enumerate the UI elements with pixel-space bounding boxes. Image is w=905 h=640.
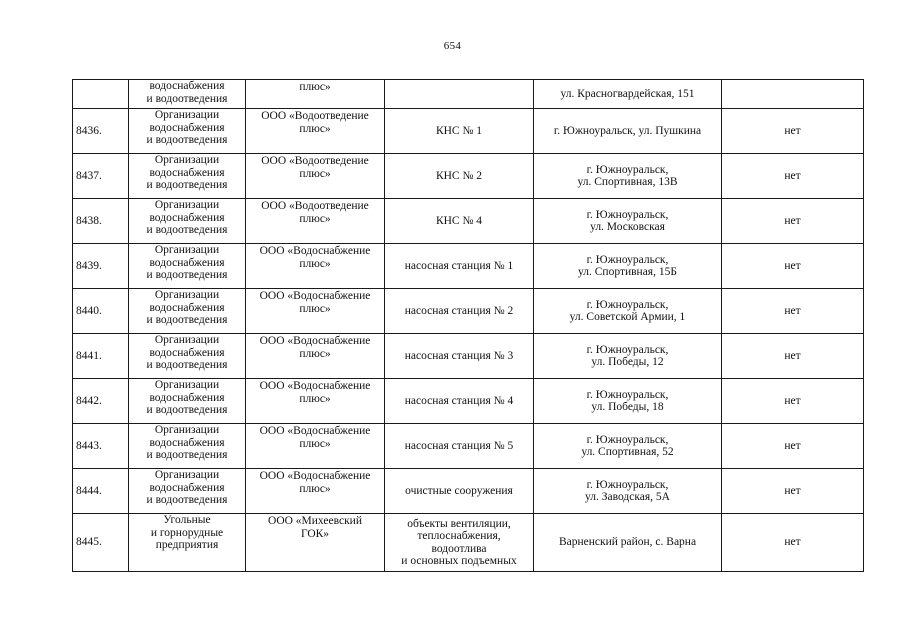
cell-organization-type xyxy=(129,199,246,244)
cell-object-line: насосная станция № 1 xyxy=(404,259,514,272)
cell-organization-type-line: Организации xyxy=(154,154,220,166)
cell-organization-type-line: Организации xyxy=(154,334,220,346)
cell-address-line: г. Южноуральск, xyxy=(586,343,669,356)
cell-address-line: г. Южноуральск, xyxy=(586,388,669,401)
cell-organization-type-line: и водоотведения xyxy=(146,179,228,191)
cell-number: 8441. xyxy=(73,334,129,379)
cell-flag: нет xyxy=(722,424,864,469)
cell-organization-type-line: и горнорудные xyxy=(150,526,224,539)
cell-address-line: ул. Советской Армии, 1 xyxy=(569,311,686,323)
cell-flag: нет xyxy=(722,334,864,379)
cell-organization-type-line: Организации xyxy=(154,199,220,211)
cell-company-line: плюс» xyxy=(299,482,331,495)
cell-company-line: плюс» xyxy=(299,347,331,360)
cell-address-line: ул. Спортивная, 52 xyxy=(581,446,674,458)
cell-address xyxy=(534,289,722,334)
cell-organization-type-line: Организации xyxy=(154,289,220,301)
cell-organization-type xyxy=(129,469,246,514)
cell-organization-type-line: и водоотведения xyxy=(146,134,228,146)
cell-organization-type-line: и водоотведения xyxy=(146,224,228,236)
cell-address-line: г. Южноуральск, xyxy=(586,478,669,491)
cell-company-line: ГОК» xyxy=(300,527,330,540)
cell-organization-type-line: водоснабжения xyxy=(149,346,225,359)
cell-flag: нет xyxy=(722,154,864,199)
cell-object-line: теплоснабжения, xyxy=(417,530,501,542)
cell-address-line: ул. Красногвардейская, 151 xyxy=(560,87,695,100)
cell-object xyxy=(385,199,534,244)
cell-organization-type-line: и водоотведения xyxy=(146,494,228,506)
cell-organization-type-line: водоснабжения xyxy=(149,121,225,134)
cell-object-line: насосная станция № 4 xyxy=(404,394,514,407)
cell-number: 8440. xyxy=(73,289,129,334)
cell-organization-type-line: и водоотведения xyxy=(146,92,228,105)
cell-address xyxy=(534,244,722,289)
table-row xyxy=(73,334,864,379)
cell-organization-type-line: водоснабжения xyxy=(149,481,225,494)
cell-object xyxy=(385,514,534,572)
cell-organization-type xyxy=(129,109,246,154)
cell-company-line: плюс» xyxy=(299,167,331,180)
cell-company-line: плюс» xyxy=(299,212,331,225)
cell-company-line: ООО «Водоснабжение xyxy=(259,470,371,482)
cell-flag: нет xyxy=(722,469,864,514)
cell-company-line: плюс» xyxy=(299,392,331,405)
cell-flag: нет xyxy=(722,514,864,572)
cell-address-line: ул. Спортивная, 13В xyxy=(577,176,678,188)
cell-company-line: ООО «Водоснабжение xyxy=(259,335,371,347)
cell-flag: нет xyxy=(722,244,864,289)
cell-object-line: водоотлива xyxy=(431,542,487,555)
cell-organization-type-line: Угольные xyxy=(163,514,211,526)
cell-address-line: г. Южноуральск, xyxy=(586,253,669,266)
table-row xyxy=(73,469,864,514)
page-number: 654 xyxy=(443,40,462,52)
cell-organization-type xyxy=(129,334,246,379)
table-row xyxy=(73,80,864,109)
cell-flag: нет xyxy=(722,199,864,244)
cell-address-line: ул. Победы, 18 xyxy=(591,401,664,413)
cell-company-line: плюс» xyxy=(299,81,331,93)
cell-object xyxy=(385,379,534,424)
table-row xyxy=(73,514,864,572)
cell-company-line: ООО «Водоснабжение xyxy=(259,290,371,302)
cell-company xyxy=(246,469,385,514)
cell-organization-type-line: и водоотведения xyxy=(146,359,228,371)
cell-address-line: г. Южноуральск, xyxy=(586,208,669,221)
cell-object xyxy=(385,109,534,154)
table-row xyxy=(73,199,864,244)
cell-address xyxy=(534,469,722,514)
cell-address xyxy=(534,199,722,244)
cell-flag: нет xyxy=(722,379,864,424)
cell-address-line: ул. Заводская, 5А xyxy=(585,491,670,503)
cell-company xyxy=(246,109,385,154)
cell-company-line: плюс» xyxy=(299,257,331,270)
cell-company xyxy=(246,199,385,244)
cell-address-line: г. Южноуральск, xyxy=(586,163,669,176)
cell-organization-type-line: Организации xyxy=(154,379,220,391)
cell-object xyxy=(385,80,534,109)
cell-organization-type xyxy=(129,514,246,572)
cell-object-line: и основных подъемных xyxy=(401,555,517,567)
cell-organization-type-line: Организации xyxy=(154,244,220,256)
cell-number: 8436. xyxy=(73,109,129,154)
cell-object xyxy=(385,334,534,379)
cell-address-line: г. Южноуральск, ул. Пушкина xyxy=(553,124,702,137)
cell-address-line: г. Южноуральск, xyxy=(586,298,669,311)
cell-object-line: насосная станция № 5 xyxy=(404,439,514,452)
registry-table xyxy=(72,79,864,572)
cell-organization-type-line: предприятия xyxy=(155,539,219,551)
cell-object-line: объекты вентиляции, xyxy=(407,517,511,530)
cell-object-line: КНС № 1 xyxy=(435,124,483,137)
cell-company xyxy=(246,334,385,379)
cell-object-line: насосная станция № 3 xyxy=(404,349,514,362)
cell-number: 8442. xyxy=(73,379,129,424)
cell-address-line: г. Южноуральск, xyxy=(586,433,669,446)
cell-organization-type-line: водоснабжения xyxy=(149,301,225,314)
cell-organization-type-line: и водоотведения xyxy=(146,269,228,281)
table-row xyxy=(73,379,864,424)
cell-flag xyxy=(722,80,864,109)
cell-address xyxy=(534,334,722,379)
cell-organization-type xyxy=(129,244,246,289)
cell-object-line: КНС № 2 xyxy=(435,169,483,182)
cell-organization-type-line: и водоотведения xyxy=(146,314,228,326)
cell-company xyxy=(246,154,385,199)
cell-organization-type xyxy=(129,379,246,424)
cell-flag: нет xyxy=(722,109,864,154)
cell-company-line: ООО «Водоотведение xyxy=(261,200,369,212)
cell-organization-type-line: водоснабжения xyxy=(149,436,225,449)
cell-address xyxy=(534,514,722,572)
cell-organization-type xyxy=(129,289,246,334)
cell-company xyxy=(246,289,385,334)
cell-company-line: ООО «Водоснабжение xyxy=(259,380,371,392)
cell-address-line: ул. Московская xyxy=(590,221,665,233)
cell-number: 8439. xyxy=(73,244,129,289)
cell-organization-type xyxy=(129,424,246,469)
cell-company xyxy=(246,424,385,469)
cell-object-line: КНС № 4 xyxy=(435,214,483,227)
cell-company xyxy=(246,80,385,109)
cell-organization-type-line: водоснабжения xyxy=(149,391,225,404)
cell-company-line: ООО «Водоотведение xyxy=(261,155,369,167)
cell-address-line: ул. Спортивная, 15Б xyxy=(578,266,677,278)
cell-company xyxy=(246,514,385,572)
table-row xyxy=(73,244,864,289)
cell-company-line: ООО «Михеевский xyxy=(268,515,362,527)
cell-object xyxy=(385,244,534,289)
cell-number xyxy=(73,80,129,109)
table-body xyxy=(73,80,864,572)
cell-company-line: плюс» xyxy=(299,302,331,315)
cell-organization-type-line: и водоотведения xyxy=(146,449,228,461)
cell-organization-type-line: водоснабжения xyxy=(149,256,225,269)
table-row xyxy=(73,289,864,334)
cell-object-line: насосная станция № 2 xyxy=(404,304,514,317)
cell-object-line: очистные сооружения xyxy=(405,484,513,497)
cell-address xyxy=(534,424,722,469)
cell-organization-type-line: Организации xyxy=(154,109,220,121)
cell-address xyxy=(534,154,722,199)
cell-address-line: ул. Победы, 12 xyxy=(591,356,664,368)
cell-company-line: ООО «Водоснабжение xyxy=(259,425,371,437)
cell-number: 8443. xyxy=(73,424,129,469)
cell-organization-type-line: Организации xyxy=(154,469,220,481)
cell-address xyxy=(534,379,722,424)
cell-number: 8438. xyxy=(73,199,129,244)
cell-number: 8437. xyxy=(73,154,129,199)
cell-object xyxy=(385,424,534,469)
cell-company xyxy=(246,244,385,289)
cell-company xyxy=(246,379,385,424)
cell-number: 8445. xyxy=(73,514,129,572)
cell-address xyxy=(534,109,722,154)
cell-address-line: Варненский район, с. Варна xyxy=(558,536,697,549)
cell-flag: нет xyxy=(722,289,864,334)
cell-company-line: плюс» xyxy=(299,437,331,450)
cell-company-line: плюс» xyxy=(299,122,331,135)
cell-company-line: ООО «Водоснабжение xyxy=(259,245,371,257)
cell-organization-type-line: Организации xyxy=(154,424,220,436)
cell-organization-type-line: водоснабжения xyxy=(149,211,225,224)
table-row xyxy=(73,109,864,154)
cell-organization-type-line: водоснабжения xyxy=(149,80,225,92)
cell-organization-type-line: и водоотведения xyxy=(146,404,228,416)
cell-organization-type-line: водоснабжения xyxy=(149,166,225,179)
cell-object xyxy=(385,289,534,334)
cell-organization-type xyxy=(129,154,246,199)
table-row xyxy=(73,154,864,199)
cell-object xyxy=(385,469,534,514)
cell-number: 8444. xyxy=(73,469,129,514)
cell-address xyxy=(534,80,722,109)
cell-organization-type xyxy=(129,80,246,109)
table-row xyxy=(73,424,864,469)
cell-object xyxy=(385,154,534,199)
cell-company-line: ООО «Водоотведение xyxy=(261,110,369,122)
